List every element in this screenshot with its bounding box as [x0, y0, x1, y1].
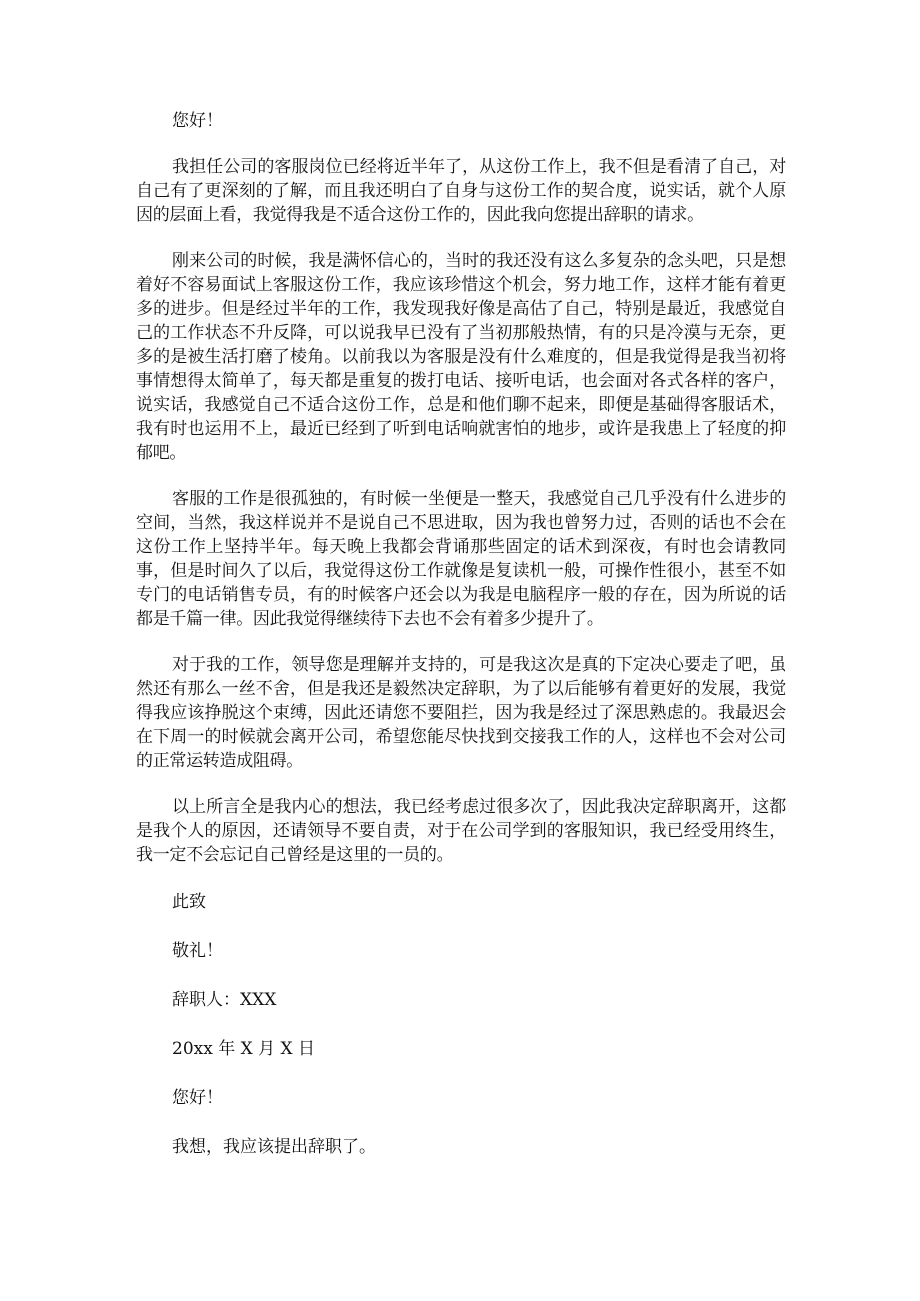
letter-paragraph-4: 对于我的工作，领导您是理解并支持的，可是我这次是真的下定决心要走了吧，虽然还有那么一丝不舍，但是我还是毅然决定辞职，为了以后能够有着更好的发展，我觉得我应该挣脱这个束缚，因此还请您不要阻拦，因为我是经过了深思熟虑的。我最迟会在下周一的时候就会离开公司，希望您能尽快找到交接我工作的人，这样也不会对公司的正常运转造成阻碍。: [136, 655, 786, 771]
letter-body: [136, 108, 786, 1183]
closing-salutation: 此致: [172, 892, 206, 912]
letter-paragraph-3: 客服的工作是很孤独的，有时候一坐便是一整天，我感觉自己几乎没有什么进步的空间，当然，我这样说并不是说自己不思进取，因为我也曾努力过，否则的话也不会在这份工作上坚持半年。每天晚上我都会背诵那些固定的话术到深夜，有时也会请教同事，但是时间久了以后，我觉得这份工作就像是复读机一般，可操作性很小，甚至不如专门的电话销售专员，有的时候客户还会以为我是电脑程序一般的存在，因为所说的话都是千篇一律。因此我觉得继续待下去也不会有着多少提升了。: [136, 489, 786, 629]
letter-greeting: 您好！: [172, 111, 223, 131]
closing-regards: 敬礼！: [172, 941, 223, 961]
next-letter-first-line: 我想，我应该提出辞职了。: [172, 1137, 376, 1157]
signature-line: 辞职人：XXX: [172, 990, 277, 1010]
letter-paragraph-2: 刚来公司的时候，我是满怀信心的，当时的我还没有这么多复杂的念头吧，只是想着好不容易面试上客服这份工作，我应该珍惜这个机会，努力地工作，这样才能有着更多的进步。但是经过半年的工作，我发现我好像是高估了自己，特别是最近，我感觉自己的工作状态不升反降，可以说我早已没有了当初那般热情，有的只是冷漠与无奈，更多的是被生活打磨了棱角。以前我以为客服是没有什么难度的，但是我觉得是我当初将事情想得太简单了，每天都是重复的拨打电话、接听电话，也会面对各式各样的客户，说实话，我感觉自己不适合这份工作，总是和他们聊不起来，即便是基础得客服话术，我有时也运用不上，最近已经到了听到电话响就害怕的地步，或许是我患上了轻度的抑郁吧。: [136, 251, 786, 463]
letter-paragraph-5: 以上所言全是我内心的想法，我已经考虑过很多次了，因此我决定辞职离开，这都是我个人的原因，还请领导不要自责，对于在公司学到的客服知识，我已经受用终生，我一定不会忘记自己曾经是这里的一员的。: [136, 797, 786, 865]
letter-date: 20xx 年 X 月 X 日: [172, 1039, 316, 1059]
next-letter-greeting: 您好！: [172, 1088, 223, 1108]
letter-paragraph-1: 我担任公司的客服岗位已经将近半年了，从这份工作上，我不但是看清了自己，对自己有了更深刻的了解，而且我还明白了自身与这份工作的契合度，说实话，就个人原因的层面上看，我觉得我是不适合这份工作的，因此我向您提出辞职的请求。: [136, 157, 786, 225]
